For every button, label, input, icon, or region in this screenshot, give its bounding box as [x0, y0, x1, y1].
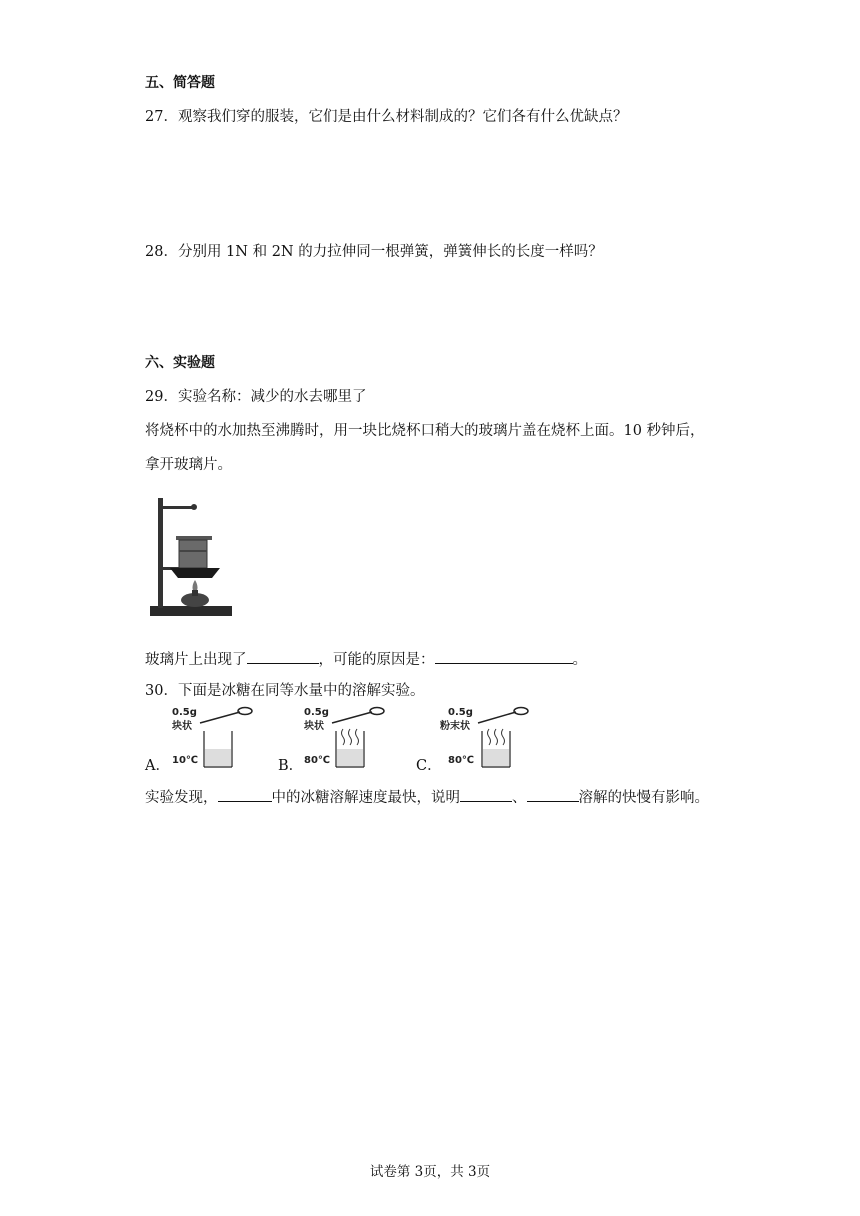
q30-fill-part1: 实验发现， [145, 790, 218, 806]
option-b-letter: B． [278, 758, 304, 774]
question-30: 30．下面是冰糖在同等水量中的溶解实验。 [145, 683, 425, 699]
page-footer: 试卷第 3页，共 3页 [369, 1164, 491, 1180]
option-a-temp: 10℃ [172, 755, 199, 766]
option-b-figure [300, 703, 390, 771]
option-c-form: 粉末状 [440, 721, 470, 732]
option-a-letter: A． [145, 758, 170, 774]
question-28: 28．分别用 1N 和 2N 的力拉伸同一根弹簧，弹簧伸长的长度一样吗？ [145, 244, 603, 260]
question-29-desc-line1: 将烧杯中的水加热至沸腾时，用一块比烧杯口稍大的玻璃片盖在烧杯上面。10 秒钟后， [145, 423, 705, 439]
q29-fill-part3: 。 [572, 652, 587, 668]
q30-blank-beaker[interactable] [218, 785, 272, 802]
section-title-experiment: 六、实验题 [145, 355, 215, 371]
question-30-fill [145, 785, 709, 808]
question-27: 27．观察我们穿的服装，它们是由什么材料制成的？它们各有什么优缺点？ [145, 109, 628, 125]
option-c-amount: 0.5g [448, 707, 473, 718]
question-29-title: 29．实验名称：减少的水去哪里了 [145, 389, 367, 405]
q30-fill-part4: 溶解的快慢有影响。 [578, 790, 709, 806]
option-b-form: 块状 [304, 721, 324, 732]
q30-blank-factor2[interactable] [527, 785, 579, 802]
option-c-figure [438, 703, 534, 771]
question-29-fill [145, 647, 587, 670]
question-29-desc-line2: 拿开玻璃片。 [145, 457, 232, 473]
heating-apparatus-figure [146, 492, 234, 622]
section-title-short-answer: 五、简答题 [145, 75, 215, 91]
option-a-amount: 0.5g [172, 707, 197, 718]
option-c-temp: 80℃ [448, 755, 475, 766]
q30-blank-factor1[interactable] [460, 785, 512, 802]
option-b-amount: 0.5g [304, 707, 329, 718]
q30-fill-part3: 、 [512, 790, 527, 806]
option-c-letter: C． [416, 758, 442, 774]
option-b-temp: 80℃ [304, 755, 331, 766]
q29-blank-phenomenon[interactable] [247, 647, 319, 664]
option-a-figure [168, 703, 258, 771]
q29-fill-part1: 玻璃片上出现了 [145, 652, 247, 668]
option-a-form: 块状 [172, 721, 192, 732]
q30-fill-part2: 中的冰糖溶解速度最快，说明 [271, 790, 460, 806]
q29-fill-part2: ，可能的原因是： [318, 652, 435, 668]
q29-blank-reason[interactable] [435, 647, 573, 664]
